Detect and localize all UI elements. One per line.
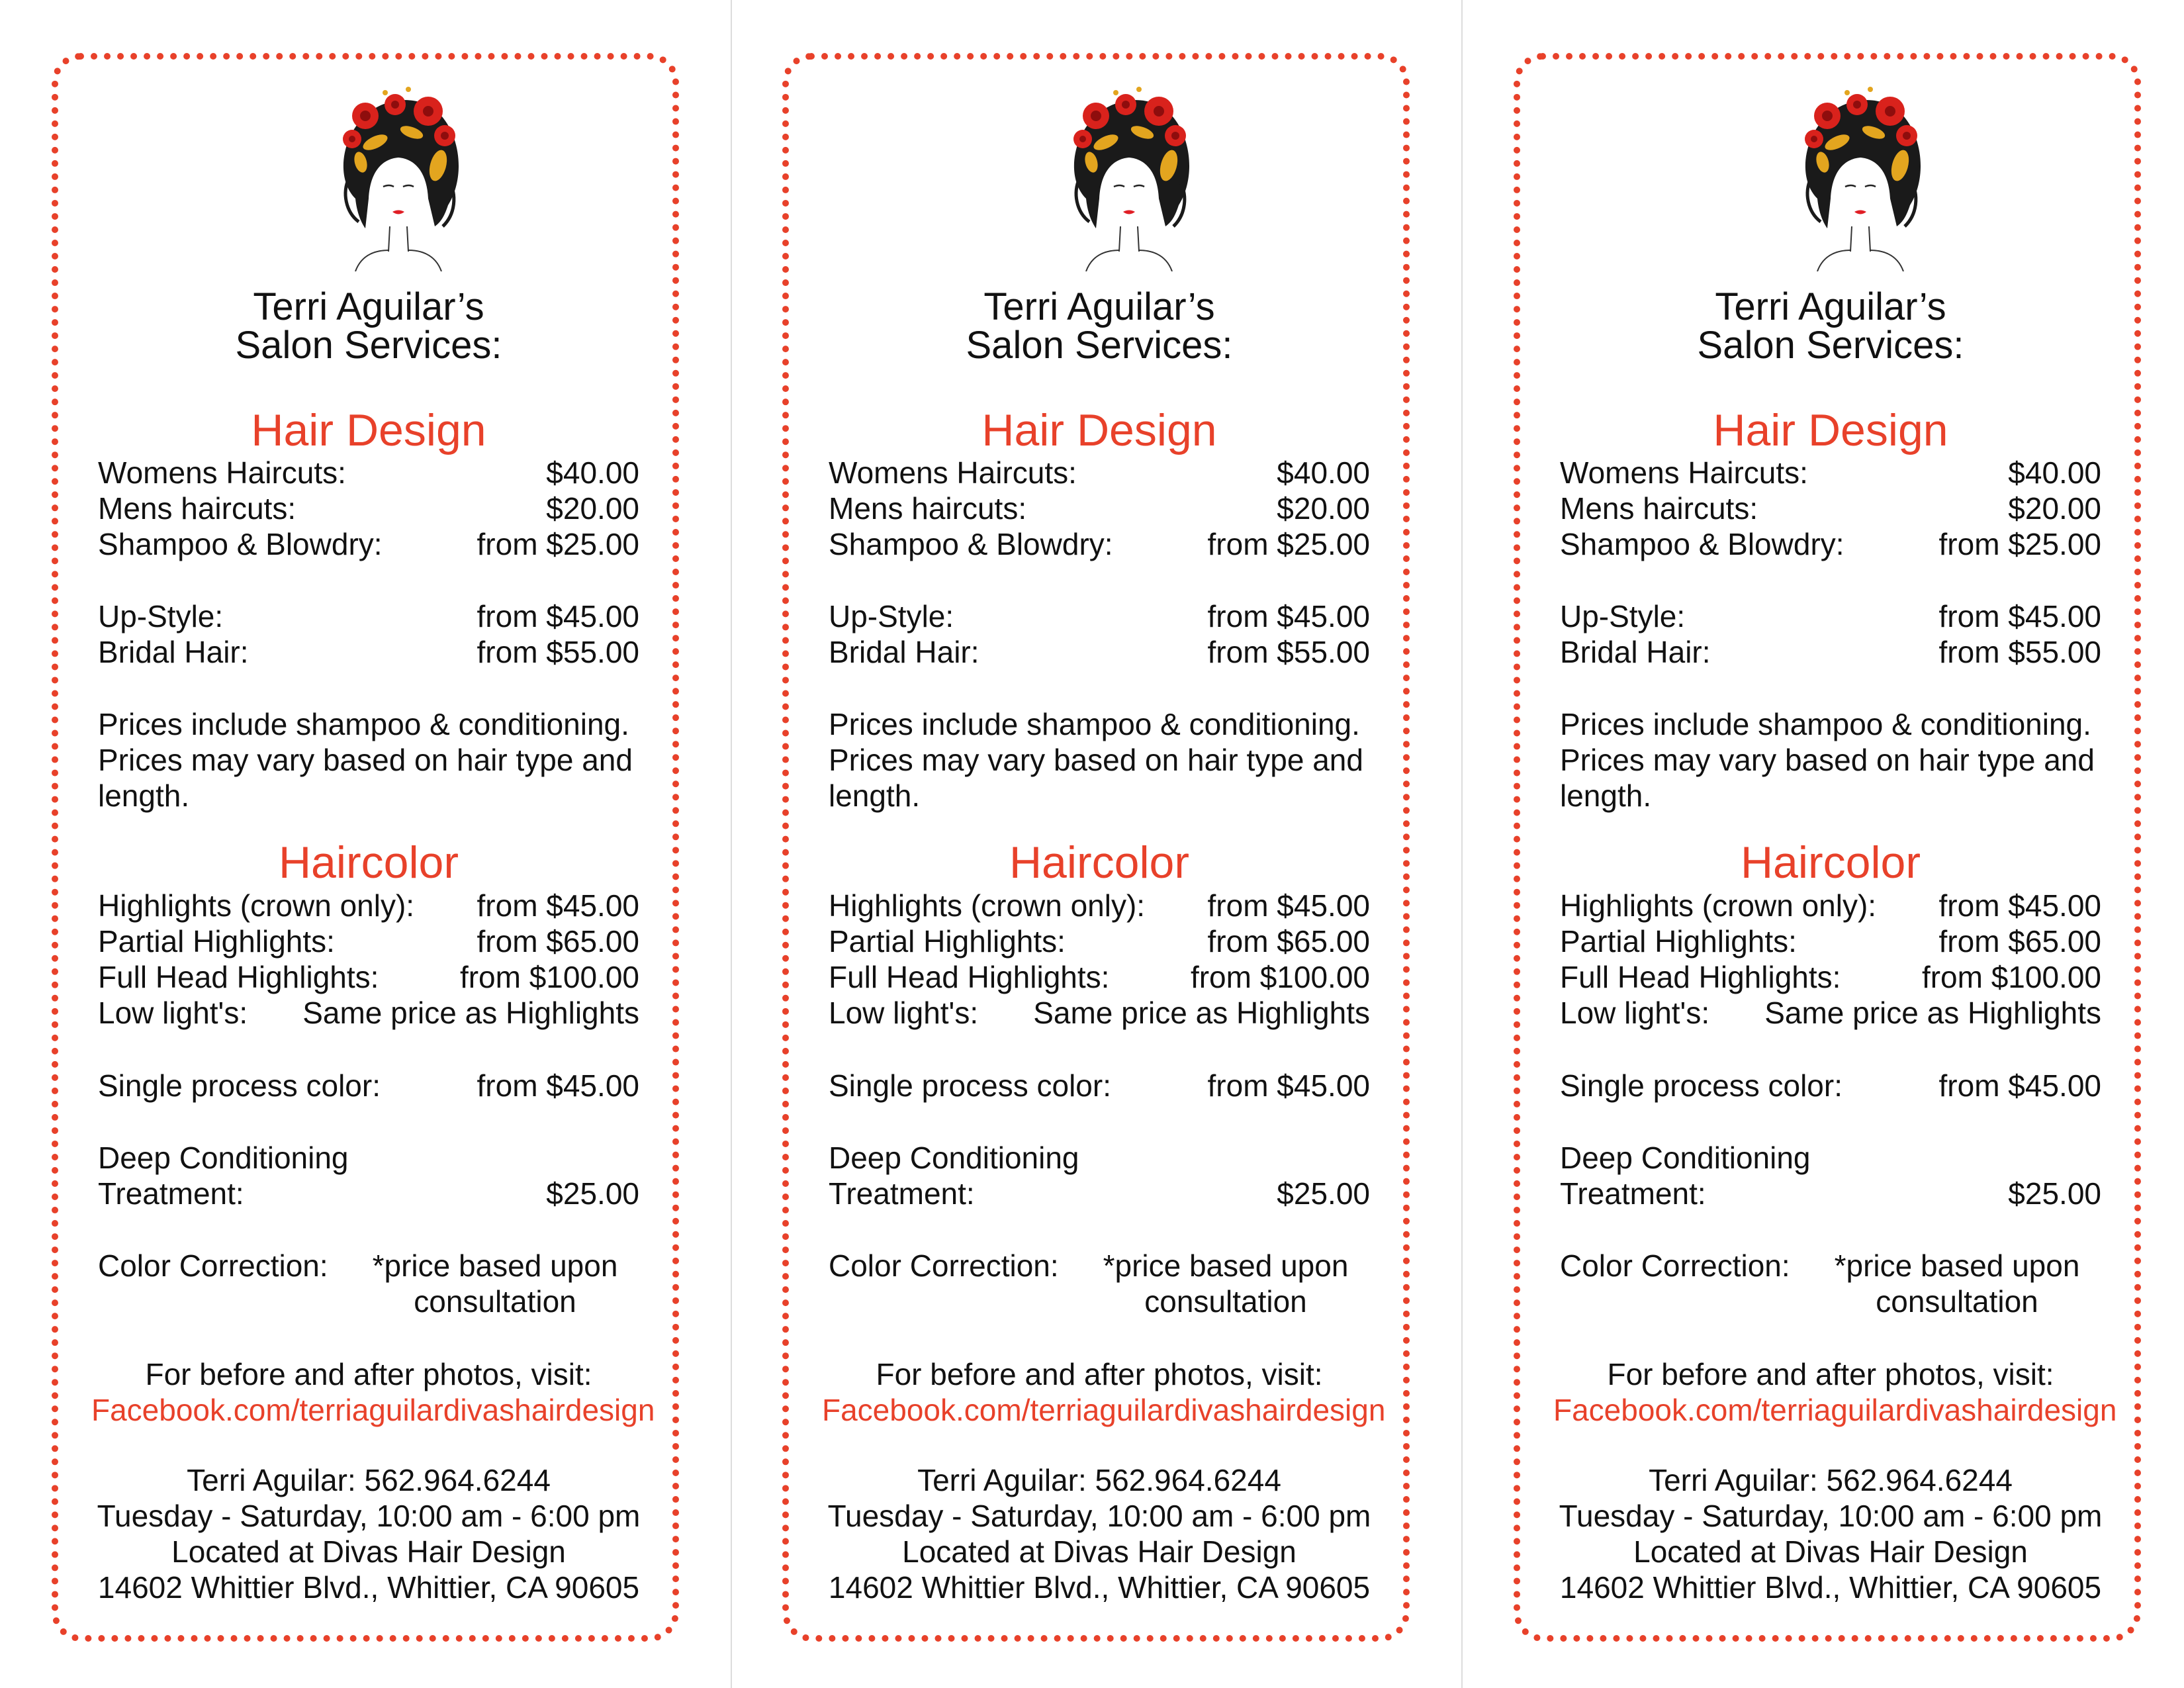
hours: Tuesday - Saturday, 10:00 am - 6:00 pm [1559,1499,2103,1533]
phone: Terri Aguilar: 562.964.6244 [1649,1463,2013,1497]
pricing-note: Prices include shampoo & conditioning. Prices may vary based on hair type and length. [1560,707,2095,813]
contact-info [1553,1462,2108,1605]
deep-conditioning-label: Deep Conditioning Treatment: [829,1141,1079,1211]
pricing-note: Prices include shampoo & conditioning. Prices may vary based on hair type and length. [829,707,1363,813]
price-row: Up-Style: from $45.00 [829,599,1370,633]
price-row: Highlights (crown only): from $45.00 [98,888,639,923]
location: Located at Divas Hair Design [171,1534,566,1569]
fold-line-right [1461,0,1463,1688]
facebook-link[interactable]: Facebook.com/terriaguilardivashairdesign [91,1393,655,1427]
price-row: Full Head Highlights: from $100.00 [829,960,1370,994]
price-row: Mens haircuts: $20.00 [1560,491,2101,526]
price-row: Mens haircuts: $20.00 [98,491,639,526]
haircolor-heading: Haircolor [1740,837,1921,888]
price-row: Full Head Highlights: from $100.00 [1560,960,2101,994]
price-row: Bridal Hair: from $55.00 [98,635,639,669]
price-row: Womens Haircuts: $40.00 [829,455,1370,490]
deep-conditioning-price: $25.00 [1277,1176,1370,1211]
color-correction-price: *price based upon consultation [372,1248,618,1319]
service-card [1514,53,2141,1642]
price-row: Womens Haircuts: $40.00 [1560,455,2101,490]
photos-note: For before and after photos, visit: Facebook.com/terriaguilardivashairdesign [822,1357,1386,1427]
photos-note: For before and after photos, visit: Facebook.com/terriaguilardivashairdesign [91,1357,655,1427]
price-row: Full Head Highlights: from $100.00 [98,960,639,994]
price-row: Single process color: from $45.00 [1560,1068,2101,1103]
pricing-note: Prices include shampoo & conditioning. Prices may vary based on hair type and length. [98,707,633,813]
hair-design-heading: Hair Design [1713,405,1948,455]
deep-conditioning-price: $25.00 [546,1176,639,1211]
price-row: Low light's: Same price as Highlights [829,996,1370,1030]
photos-note: For before and after photos, visit: Facebook.com/terriaguilardivashairdesign [1553,1357,2117,1427]
woman-with-flowers-in-hair-icon [329,79,468,271]
price-row: Low light's: Same price as Highlights [1560,996,2101,1030]
salon-title: Terri Aguilar’s Salon Services: [966,285,1233,367]
price-row: Mens haircuts: $20.00 [829,491,1370,526]
phone: Terri Aguilar: 562.964.6244 [187,1463,551,1497]
hair-design-heading: Hair Design [981,405,1217,455]
address: 14602 Whittier Blvd., Whittier, CA 90605 [97,1570,640,1605]
deep-conditioning-price: $25.00 [2008,1176,2101,1211]
price-row: Shampoo & Blowdry: from $25.00 [829,527,1370,561]
salon-title: Terri Aguilar’s Salon Services: [235,285,502,367]
haircolor-heading: Haircolor [1009,837,1190,888]
service-card [782,53,1410,1642]
price-row: Up-Style: from $45.00 [98,599,639,633]
price-row: Single process color: from $45.00 [829,1068,1370,1103]
hours: Tuesday - Saturday, 10:00 am - 6:00 pm [827,1499,1371,1533]
price-row: Bridal Hair: from $55.00 [1560,635,2101,669]
phone: Terri Aguilar: 562.964.6244 [917,1463,1281,1497]
hours: Tuesday - Saturday, 10:00 am - 6:00 pm [97,1499,641,1533]
address: 14602 Whittier Blvd., Whittier, CA 90605 [1559,1570,2102,1605]
location: Located at Divas Hair Design [1633,1534,2028,1569]
color-correction-row: Color Correction: [829,1248,1059,1283]
woman-with-flowers-in-hair-icon [1791,79,1930,271]
location: Located at Divas Hair Design [902,1534,1297,1569]
woman-with-flowers-in-hair-icon [1060,79,1199,271]
color-correction-price: *price based upon consultation [1103,1248,1349,1319]
price-row: Bridal Hair: from $55.00 [829,635,1370,669]
deep-conditioning-label: Deep Conditioning Treatment: [1560,1141,1811,1211]
price-row: Shampoo & Blowdry: from $25.00 [1560,527,2101,561]
service-card [52,53,679,1642]
contact-info [822,1462,1377,1605]
price-row: Partial Highlights: from $65.00 [1560,924,2101,959]
color-correction-price: *price based upon consultation [1834,1248,2080,1319]
price-row: Partial Highlights: from $65.00 [98,924,639,959]
deep-conditioning-label: Deep Conditioning Treatment: [98,1141,349,1211]
fold-line-left [731,0,732,1688]
price-row: Single process color: from $45.00 [98,1068,639,1103]
price-row: Partial Highlights: from $65.00 [829,924,1370,959]
price-row: Highlights (crown only): from $45.00 [829,888,1370,923]
price-row: Shampoo & Blowdry: from $25.00 [98,527,639,561]
price-row: Up-Style: from $45.00 [1560,599,2101,633]
price-row: Highlights (crown only): from $45.00 [1560,888,2101,923]
contact-info [91,1462,646,1605]
haircolor-heading: Haircolor [278,837,459,888]
salon-title: Terri Aguilar’s Salon Services: [1697,285,1964,367]
facebook-link[interactable]: Facebook.com/terriaguilardivashairdesign [1553,1393,2117,1427]
facebook-link[interactable]: Facebook.com/terriaguilardivashairdesign [822,1393,1386,1427]
address: 14602 Whittier Blvd., Whittier, CA 90605 [828,1570,1371,1605]
price-row: Low light's: Same price as Highlights [98,996,639,1030]
color-correction-row: Color Correction: [98,1248,328,1283]
price-row: Womens Haircuts: $40.00 [98,455,639,490]
hair-design-heading: Hair Design [251,405,486,455]
color-correction-row: Color Correction: [1560,1248,1790,1283]
